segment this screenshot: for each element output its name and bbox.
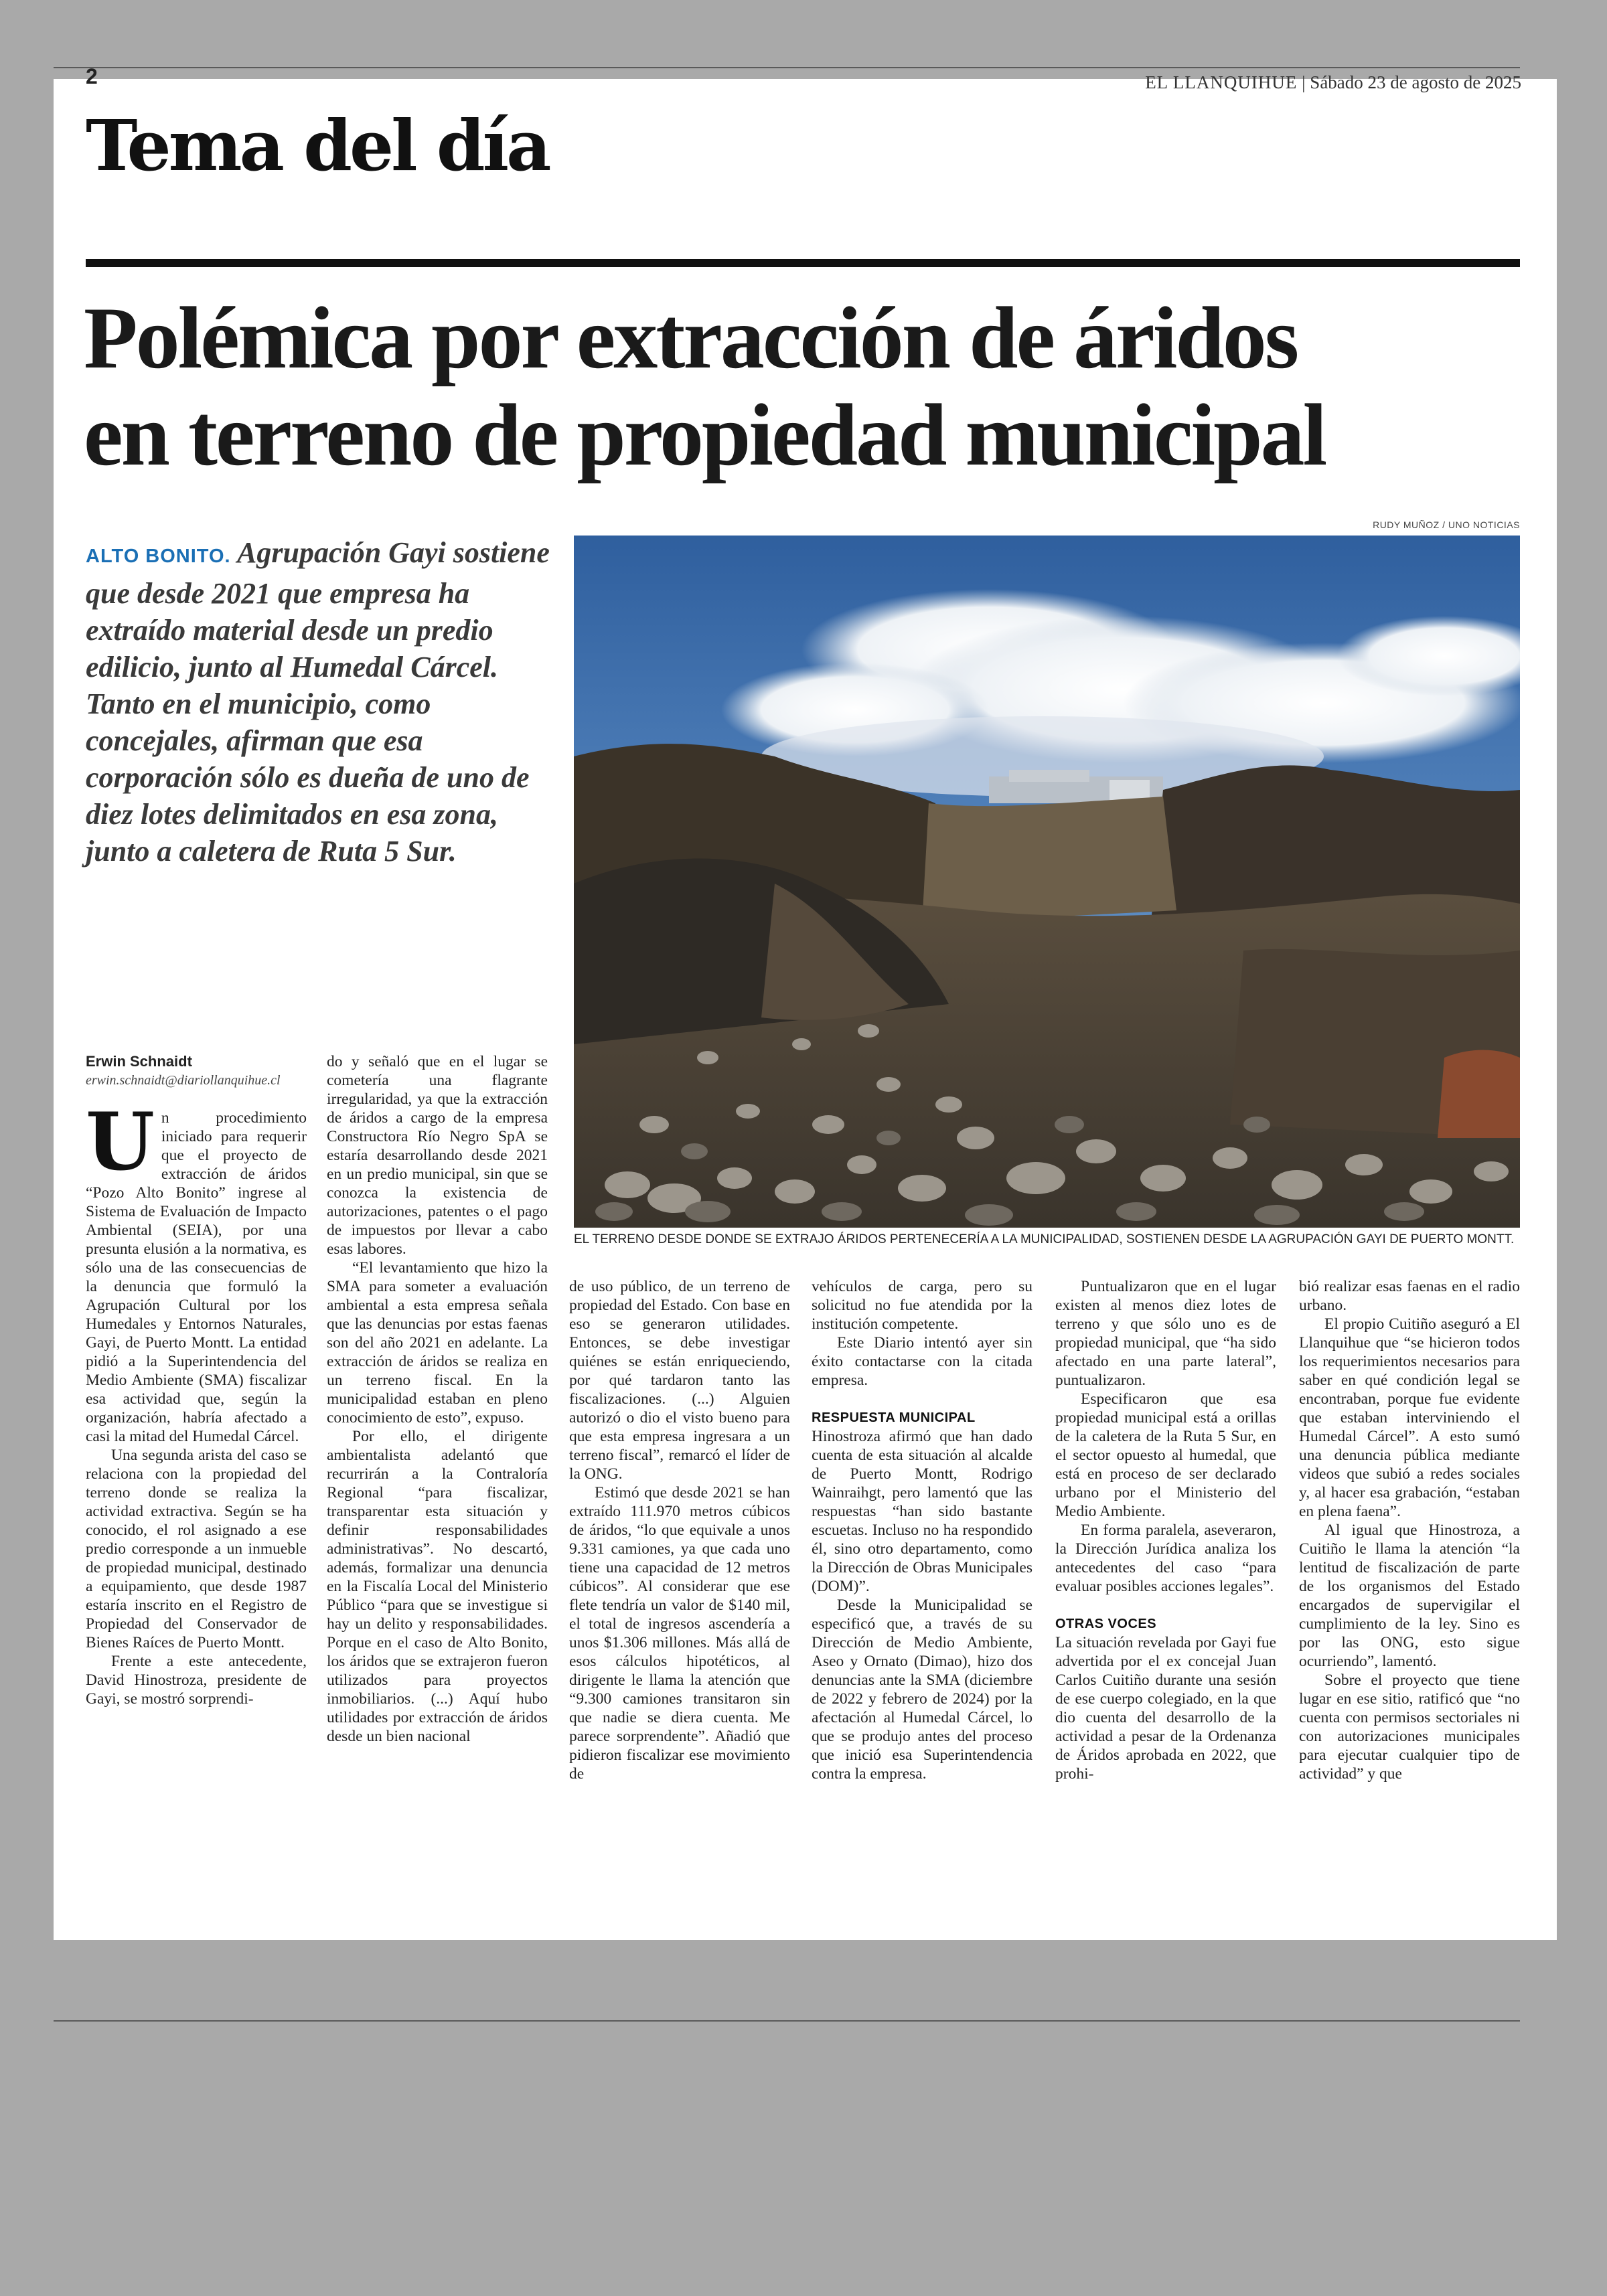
- headline-line-2: en terreno de propiedad municipal: [84, 386, 1326, 484]
- author-email: erwin.schnaidt@diariollanquihue.cl: [86, 1073, 281, 1088]
- article-lead: [86, 534, 554, 870]
- author-name: Erwin Schnaidt: [86, 1053, 192, 1070]
- article-photo: [574, 536, 1520, 1228]
- paragraph: Puntualizaron que en el lugar existen al menos diez lotes de terreno y que sólo uno es de propiedad municipal, que “ha sido afectado en una parte lateral”, puntualizaron.: [1055, 1278, 1276, 1389]
- subheading: OTRAS VOCES: [1055, 1617, 1157, 1631]
- paragraph: La situación revelada por Gayi fue advertida por el ex concejal Juan Carlos Cuitiño durante una sesión de ese cuerpo colegiado, en la que dio cuenta del desarrollo de la actividad a pesar de la Ordenanza de Áridos aprobada en 2022, que prohi-: [1055, 1634, 1276, 1783]
- paragraph: Este Diario intentó ayer sin éxito contactarse con la citada empresa.: [812, 1334, 1032, 1389]
- paragraph: Desde la Municipalidad se especificó que, a través de su Dirección de Medio Ambiente, Aseo y Ornato (Dimao), hizo dos denuncias ante la SMA (diciembre de 2022 y febrero de 2024) por la afectación al Humedal Cárcel, lo que se produjo antes del proceso que inició esa Superintendencia contra la empresa.: [812, 1596, 1032, 1783]
- paragraph: vehículos de carga, pero su solicitud no fue atendida por la institución competente.: [812, 1278, 1032, 1333]
- quarry-landscape-image: [574, 536, 1520, 1228]
- top-rule: [54, 67, 1520, 68]
- article-headline: [84, 289, 1530, 483]
- article-column-5: [1055, 1277, 1276, 1783]
- paragraph: Sobre el proyecto que tiene lugar en ese sitio, ratificó que “no cuenta con permisos sectoriales ni con autorizaciones municipales para ejecutar cualquier tipo de actividad” y que: [1299, 1671, 1520, 1783]
- photo-credit: RUDY MUÑOZ / UNO NOTICIAS: [1373, 519, 1520, 530]
- column-body: [812, 1277, 1032, 1783]
- article-column-1: [86, 1052, 307, 1708]
- paragraph: n procedimiento iniciado para requerir que el proyecto de extracción de áridos “Pozo Alto Bonito” ingrese al Sistema de Evaluación de Impacto Ambiental (SEIA), por una presunta elusión a la normativa, es sólo una de las consecuencias de la denuncia que formuló la Agrupación Cultural por los Humedales y Entornos Naturales, Gayi, de Puerto Montt. La entidad pidió a la Superintendencia del Medio Ambiente (SMA) fiscalizar esa actividad que, según la organización, habría afectado a casi la mitad del Humedal Cárcel.: [86, 1109, 307, 1445]
- section-divider: [86, 259, 1520, 267]
- article-column-3: [569, 1277, 790, 1783]
- page-number: 2: [86, 64, 98, 88]
- subheading: RESPUESTA MUNICIPAL: [812, 1410, 976, 1425]
- paragraph: do y señaló que en el lugar se cometería una flagrante irregularidad, ya que la extracción de áridos a cargo de la empresa Constructora Río Negro SpA se estaría desarrollando desde 2021 en un predio municipal, sin que se conozca la existencia de autorizaciones, patentes o el pago de impuestos por llevar a cabo esas labores.: [327, 1053, 548, 1258]
- paragraph: El propio Cuitiño aseguró a El Llanquihue que “se hicieron todos los requerimientos necesarios para saber en qué condición legal se encontraban, porque fue evidente que estaban interviniendo el Humedal Cárcel”. A esto sumó una denuncia pública mediante videos que subió a redes sociales y, al hacer esa grabación, “estaban en plena faena”.: [1299, 1315, 1520, 1520]
- drop-cap: U: [86, 1095, 155, 1188]
- column-body: [1055, 1277, 1276, 1783]
- masthead-separator: |: [1302, 72, 1306, 92]
- paragraph: Hinostroza afirmó que han dado cuenta de esta situación al alcalde de Puerto Montt, Rodrigo Wainraihgt, pero lamentó que las respuestas “han sido bastante escuetas. Incluso no ha respondido él, sino otro departamento, como la Dirección de Obras Municipales (DOM)”.: [812, 1428, 1032, 1595]
- paragraph: En forma paralela, aseveraron, la Dirección Jurídica analiza los antecedentes del caso “para evaluar posibles acciones legales”.: [1055, 1522, 1276, 1595]
- lead-kicker: ALTO BONITO.: [86, 546, 231, 567]
- paragraph: Estimó que desde 2021 se han extraído 111.970 metros cúbicos de áridos, “lo que equivale a unos 9.331 camiones, ya que cada uno tiene una capacidad de 12 metros cúbicos”. Al considerar que ese flete tendría un valor de $140 mil, el total de ingresos ascendería a unos $1.306 millones. Más allá de esos cálculos hipotéticos, al dirigente le llama la atención que “9.300 camiones transitaron sin que nadie se diera cuenta. Me parece sorprendente”. Añadió que pidieron fiscalizar ese movimiento de: [569, 1484, 790, 1783]
- column-body: [86, 1095, 307, 1708]
- article-column-2: [327, 1052, 548, 1746]
- paragraph: “El levantamiento que hizo la SMA para someter a evaluación ambiental a esta empresa señala que las denuncias por estas faenas son del año 2021 en adelante. La extracción de áridos se realiza en un terreno fiscal. En la municipalidad estaban en pleno conocimiento de esto”, expuso.: [327, 1259, 548, 1426]
- newspaper-name: EL LLANQUIHUE: [1145, 72, 1298, 92]
- photo-caption: EL TERRENO DESDE DONDE SE EXTRAJO ÁRIDOS PERTENECERÍA A LA MUNICIPALIDAD, SOSTIENEN DESDE LA AGRUPACIÓN GAYI DE PUERTO MONTT.: [574, 1232, 1515, 1246]
- column-body: [569, 1277, 790, 1783]
- paragraph: Especificaron que esa propiedad municipal está a orillas de la caletera de la Ruta 5 Sur, en el sector opuesto al humedal, que está en proceso de ser declarado urbano por el Ministerio del Medio Ambiente.: [1055, 1390, 1276, 1520]
- issue-date: Sábado 23 de agosto de 2025: [1310, 72, 1521, 92]
- paragraph: bió realizar esas faenas en el radio urbano.: [1299, 1278, 1520, 1314]
- lead-text: Agrupación Gayi sostiene que desde 2021 que empresa ha extraído material desde un predio edilicio, junto al Humedal Cárcel. Tanto en el municipio, como concejales, afirman que esa corporación sólo es dueña de uno de diez lotes delimitados en esa zona, junto a caletera de Ruta 5 Sur.: [86, 536, 550, 868]
- section-title: Tema del día: [86, 104, 549, 187]
- column-body: [1299, 1277, 1520, 1783]
- column-body: [327, 1052, 548, 1746]
- paragraph: Por ello, el dirigente ambientalista adelantó que recurrirán a la Contraloría Regional “para fiscalizar, transparentar esta situación y definir responsabilidades administrativas”. No descartó, además, formalizar una denuncia en la Fiscalía Local del Ministerio Público “para que se investigue si hay un delito y responsabilidades. Porque en el caso de Alto Bonito, los áridos que se extrajeron fueron utilizados para proyectos inmobiliarios. (...) Aquí hubo utilidades por extracción de áridos desde un bien nacional: [327, 1428, 548, 1745]
- bottom-rule: [54, 2020, 1520, 2022]
- paragraph: de uso público, de un terreno de propiedad del Estado. Con base en eso se generaron utilidades. Entonces, se debe investigar quiénes se están enriqueciendo, por qué tardaron tanto las fiscalizaciones. (...) Alguien autorizó o dio el visto bueno para que esta empresa ingresara a un terreno fiscal”, remarcó el líder de la ONG.: [569, 1278, 790, 1483]
- article-column-6: [1299, 1277, 1520, 1783]
- paragraph: Al igual que Hinostroza, a Cuitiño le llama la atención “la lentitud de fiscalización de parte de los organismos del Estado encargados de supervigilar el cumplimiento de la ley. Sino es por las ONG, esto sigue ocurriendo”, lamentó.: [1299, 1522, 1520, 1670]
- headline-line-1: Polémica por extracción de áridos: [84, 289, 1298, 387]
- paragraph: Una segunda arista del caso se relaciona con la propiedad del terreno donde se realiza la actividad extractiva. Según se ha conocido, el rol asignado a ese predio corresponde a un inmueble de propiedad municipal, destinado a equipamiento, que desde 1987 estaría inscrito en el Registro de Propiedad del Conservador de Bienes Raíces de Puerto Montt.: [86, 1447, 307, 1651]
- article-column-4: [812, 1277, 1032, 1783]
- paragraph: Frente a este antecedente, David Hinostroza, presidente de Gayi, se mostró sorprendi-: [86, 1653, 307, 1708]
- masthead: [1145, 72, 1521, 93]
